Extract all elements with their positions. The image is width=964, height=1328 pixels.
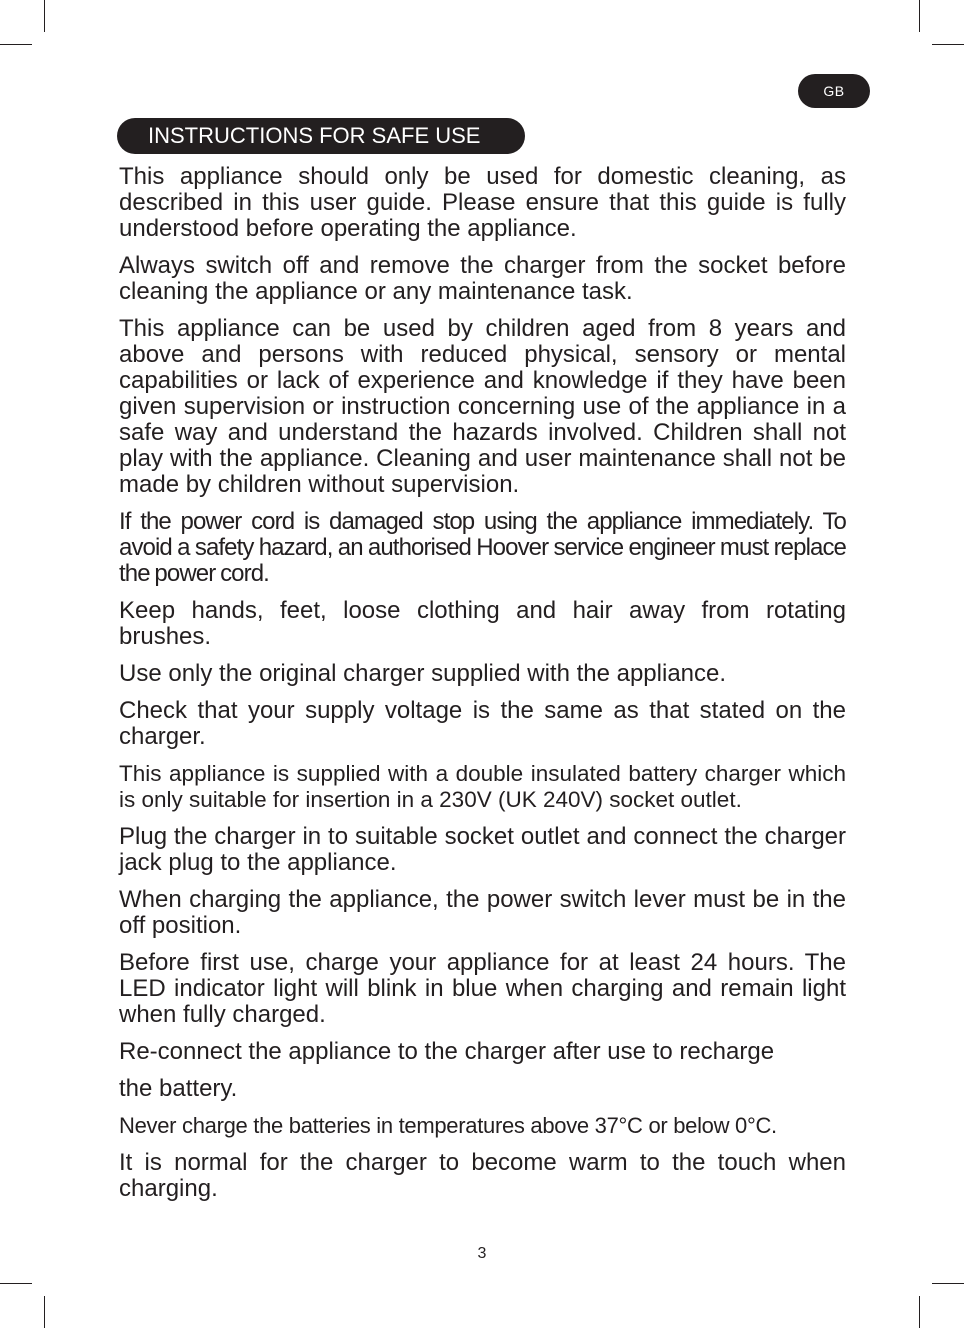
crop-mark-top-right-horizontal	[932, 44, 964, 45]
crop-mark-top-right-vertical	[919, 0, 920, 32]
crop-mark-bottom-right-vertical	[919, 1296, 920, 1328]
crop-mark-bottom-right-horizontal	[932, 1283, 964, 1284]
paragraph-power-cord: If the power cord is damaged stop using the appliance immediately. To avoid a safety hazard, an authorised Hoover service engineer must replace the power cord.	[119, 508, 846, 587]
section-title: INSTRUCTIONS FOR SAFE USE	[117, 118, 525, 154]
language-badge: GB	[798, 74, 870, 108]
crop-mark-bottom-left-horizontal	[0, 1283, 32, 1284]
paragraph-first-use: Before first use, charge your appliance for at least 24 hours. The LED indicator light will blink in blue when charging and remain light when fully charged.	[119, 949, 846, 1028]
paragraph-charger-warm: It is normal for the charger to become warm to the touch when charging.	[119, 1149, 846, 1202]
paragraph-plug-charger: Plug the charger in to suitable socket outlet and connect the charger jack plug to the appliance.	[119, 823, 846, 876]
paragraph-power-switch: When charging the appliance, the power switch lever must be in the off position.	[119, 886, 846, 939]
paragraph-temperature: Never charge the batteries in temperatures above 37°C or below 0°C.	[119, 1113, 777, 1138]
paragraph-rotating-brushes: Keep hands, feet, loose clothing and hair away from rotating brushes.	[119, 597, 846, 650]
paragraph-children: This appliance can be used by children aged from 8 years and above and persons with reduced physical, sensory or mental capabilities or lack of experience and knowledge if they have been given supervision or instruction concerning use of the appliance in a safe way and understand the hazards involved. Children shall not play with the appliance. Cleaning and user maintenance shall not be made by children without supervision.	[119, 315, 846, 498]
crop-mark-top-left-vertical	[44, 0, 45, 32]
crop-mark-bottom-left-vertical	[44, 1296, 45, 1328]
page-number: 3	[477, 1245, 487, 1262]
paragraph-reconnect: Re-connect the appliance to the charger after use to recharge	[119, 1038, 775, 1065]
crop-mark-top-left-horizontal	[0, 44, 32, 45]
paragraph-double-insulated: This appliance is supplied with a double insulated battery charger which is only suitable for insertion in a 230V (UK 240V) socket outlet.	[119, 761, 846, 812]
paragraph-original-charger: Use only the original charger supplied with the appliance.	[119, 660, 727, 687]
paragraph-domestic-use: This appliance should only be used for domestic cleaning, as described in this user guide. Please ensure that this guide is fully understood before operating the appliance.	[119, 163, 846, 242]
safety-instructions-body	[119, 164, 846, 1213]
paragraph-supply-voltage: Check that your supply voltage is the same as that stated on the charger.	[119, 697, 846, 750]
paragraph-switch-off: Always switch off and remove the charger from the socket before cleaning the appliance or any maintenance task.	[119, 252, 846, 305]
paragraph-the-battery: the battery.	[119, 1075, 238, 1102]
